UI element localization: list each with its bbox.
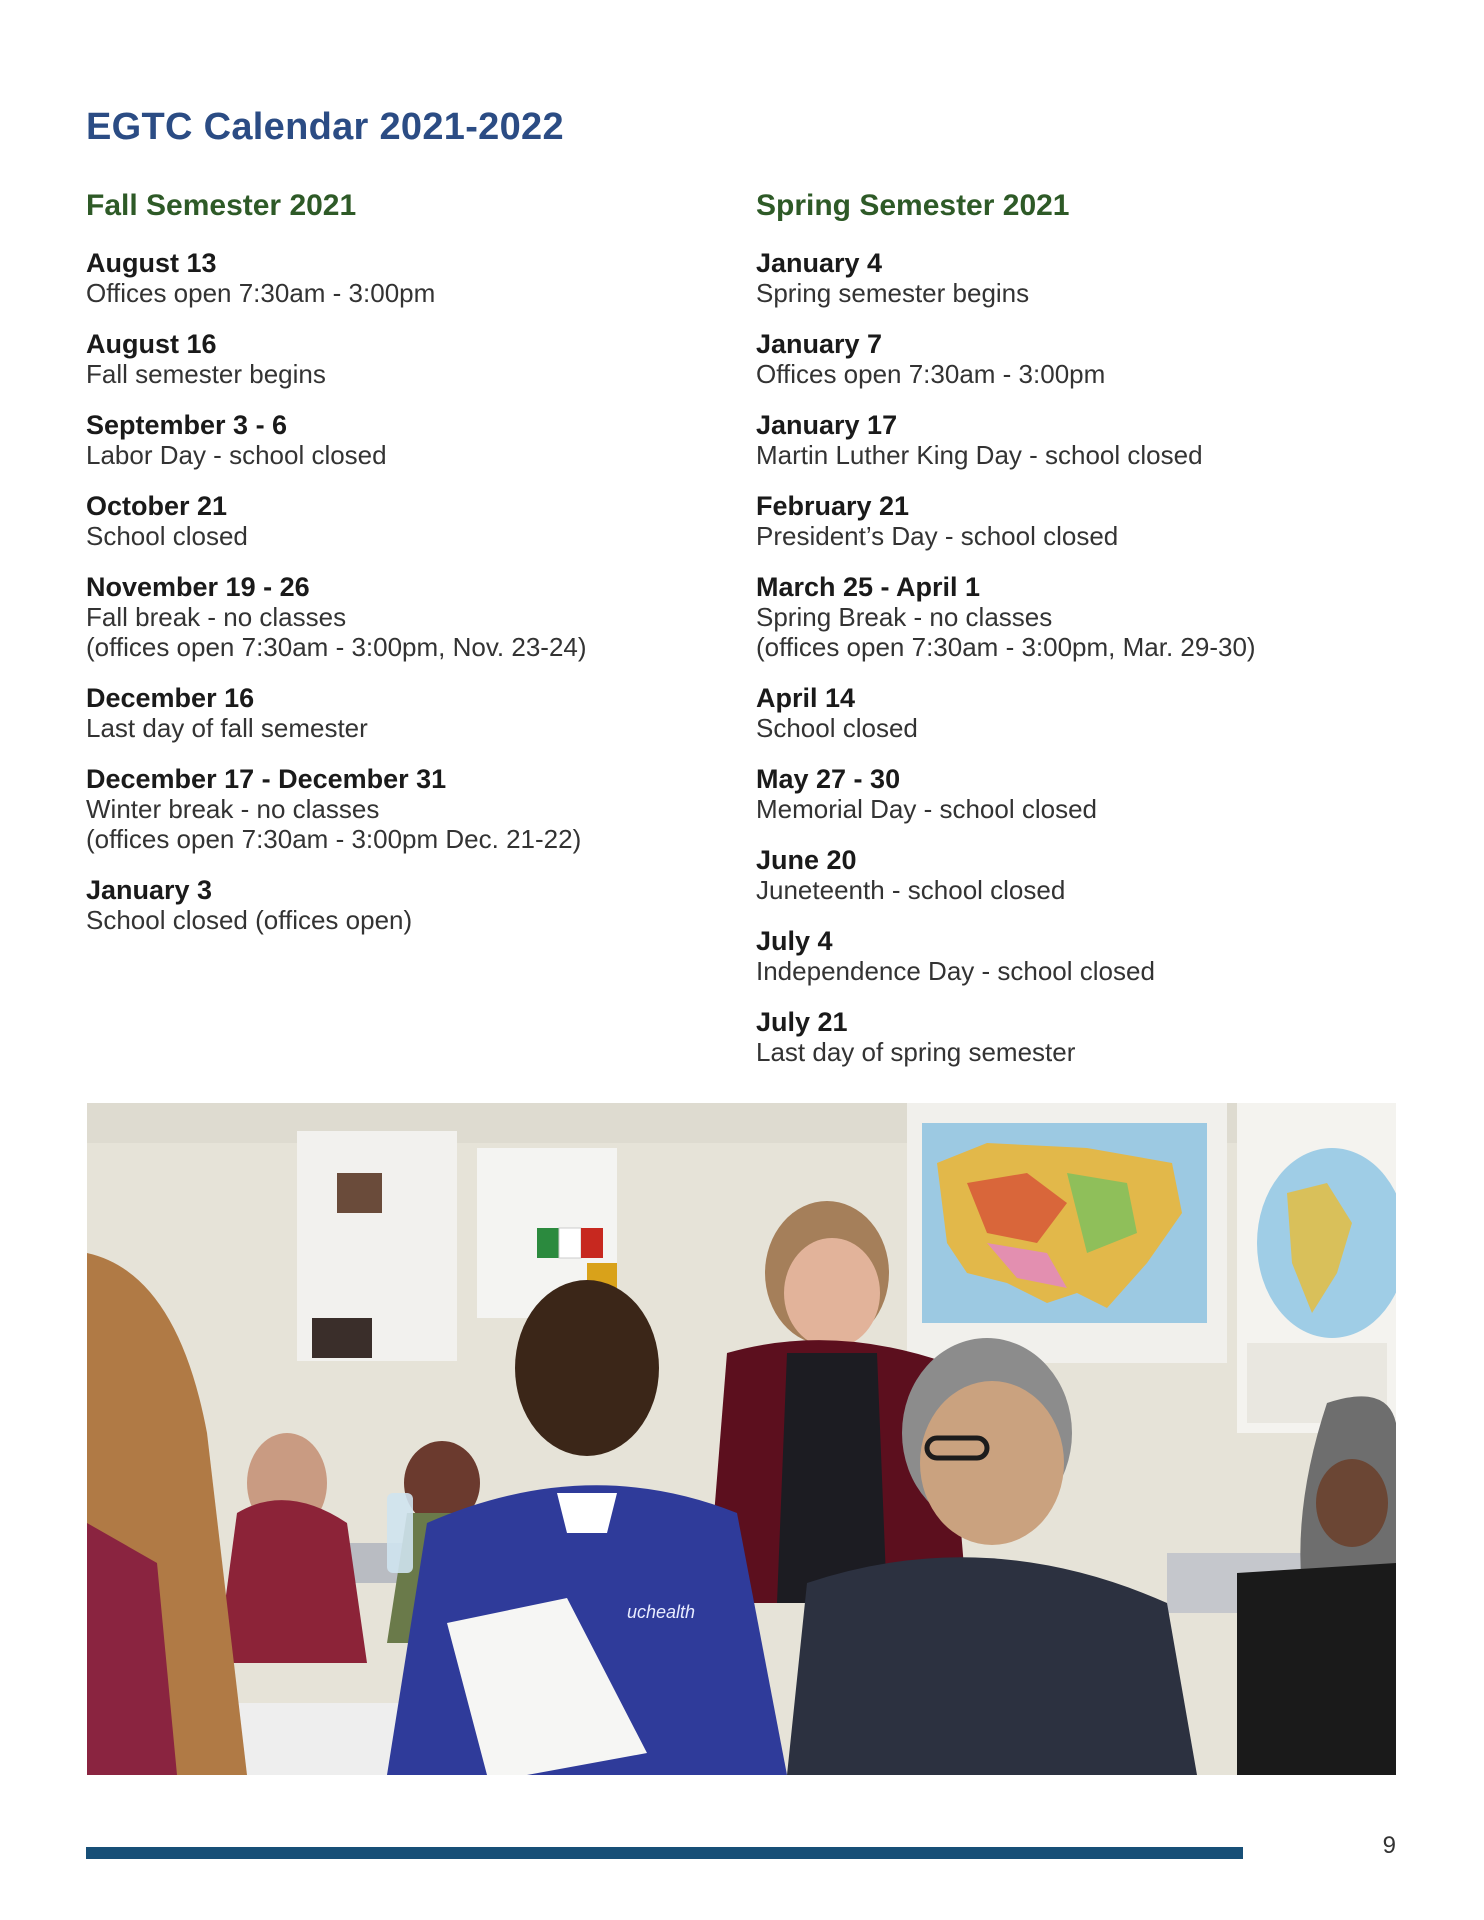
entry-description: Offices open 7:30am - 3:00pm [756,359,1106,389]
entry-description: Last day of fall semester [86,713,368,743]
entry-description: Fall semester begins [86,359,326,389]
fall-semester-column [86,184,726,956]
entry-date: February 21 [756,491,910,521]
entry-date: January 4 [756,248,883,278]
calendar-entry [756,491,1396,551]
entry-date: December 17 - December 31 [86,764,447,794]
entry-description: School closed [756,713,918,743]
entry-date: January 3 [86,875,213,905]
footer-bar [86,1847,1243,1859]
spring-semester-heading: Spring Semester 2021 [756,189,1070,222]
page-title: EGTC Calendar 2021-2022 [86,106,564,148]
spring-semester-column [756,184,1396,1088]
classroom-photo [87,1103,1396,1775]
entry-date: September 3 - 6 [86,410,288,440]
entry-date: August 13 [86,248,217,278]
entry-date: August 16 [86,329,217,359]
calendar-entry [86,764,726,854]
entry-date: July 4 [756,926,833,956]
entry-date: July 21 [756,1007,848,1037]
calendar-entry [756,926,1396,986]
entry-description: (offices open 7:30am - 3:00pm Dec. 21-22) [86,824,582,854]
calendar-entry [86,491,726,551]
calendar-entry [756,1007,1396,1067]
entry-date: January 17 [756,410,898,440]
page-number: 9 [1382,1832,1396,1859]
entry-description: Winter break - no classes [86,794,380,824]
calendar-entry [86,875,726,935]
entry-description: (offices open 7:30am - 3:00pm, Nov. 23-24) [86,632,587,662]
entry-description: Fall break - no classes [86,602,347,632]
entry-description: School closed (offices open) [86,905,413,935]
entry-description: School closed [86,521,248,551]
calendar-entry [756,683,1396,743]
entry-date: March 25 - April 1 [756,572,981,602]
entry-description: Independence Day - school closed [756,956,1155,986]
entry-description: Last day of spring semester [756,1037,1076,1067]
calendar-entry [86,683,726,743]
entry-description: Juneteenth - school closed [756,875,1066,905]
entry-description: President’s Day - school closed [756,521,1119,551]
calendar-entry [756,248,1396,308]
entry-date: November 19 - 26 [86,572,310,602]
calendar-entry [756,410,1396,470]
entry-description: Martin Luther King Day - school closed [756,440,1203,470]
shirt-logo-text: uchealth [627,1602,696,1622]
entry-date: December 16 [86,683,255,713]
entry-date: May 27 - 30 [756,764,901,794]
entry-date: October 21 [86,491,228,521]
spring-entries [756,248,1396,1067]
fall-semester-heading: Fall Semester 2021 [86,189,357,222]
calendar-entry [756,572,1396,662]
calendar-entry [86,329,726,389]
calendar-entry [756,845,1396,905]
entry-date: January 7 [756,329,883,359]
entry-description: Spring Break - no classes [756,602,1053,632]
entry-description: Labor Day - school closed [86,440,387,470]
entry-description: Spring semester begins [756,278,1030,308]
entry-description: (offices open 7:30am - 3:00pm, Mar. 29-30) [756,632,1256,662]
fall-entries [86,248,726,935]
entry-date: June 20 [756,845,857,875]
entry-date: April 14 [756,683,856,713]
entry-description: Offices open 7:30am - 3:00pm [86,278,436,308]
entry-description: Memorial Day - school closed [756,794,1098,824]
calendar-entry [756,329,1396,389]
calendar-entry [86,410,726,470]
calendar-entry [756,764,1396,824]
calendar-entry [86,248,726,308]
calendar-entry [86,572,726,662]
